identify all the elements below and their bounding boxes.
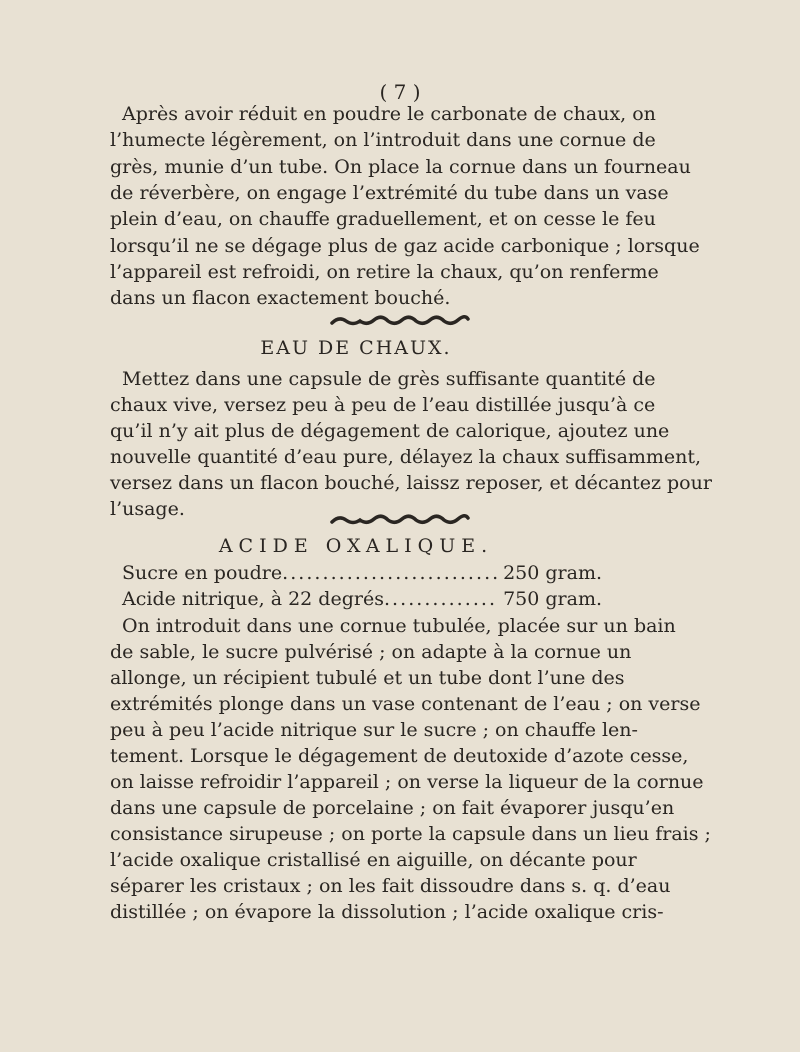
paragraph-line: extrémités plonge dans un vase contenant de l’eau ; on verse	[110, 693, 701, 715]
paragraph-line: tement. Lorsque le dégagement de deutoxide d’azote cesse,	[110, 745, 689, 767]
ornament-divider-icon	[0, 313, 800, 332]
ingredient-name: Acide nitrique, à 22 degrés	[122, 588, 384, 610]
paragraph-line: nouvelle quantité d’eau pure, délayez la chaux suffisamment,	[110, 446, 702, 468]
paragraph-line: grès, munie d’un tube. On place la cornue dans un fourneau	[110, 156, 691, 178]
section-heading-eau-de-chaux: EAU DE CHAUX.	[260, 337, 452, 359]
paragraph-line: dans une capsule de porcelaine ; on fait évaporer jusqu’en	[110, 797, 675, 819]
paragraph-line: dans un flacon exactement bouché.	[110, 287, 451, 309]
paragraph-line: lorsqu’il ne se dégage plus de gaz acide carbonique ; lorsque	[110, 235, 700, 257]
paragraph-line: peu à peu l’acide nitrique sur le sucre ; on chauffe len-	[110, 719, 638, 741]
paragraph-line: de réverbère, on engage l’extrémité du tube dans un vase	[110, 182, 669, 204]
paragraph-line: l’appareil est refroidi, on retire la chaux, qu’on renferme	[110, 261, 659, 283]
section-heading-acide-oxalique: ACIDE OXALIQUE.	[218, 535, 494, 557]
paragraph-line: qu’il n’y ait plus de dégagement de calorique, ajoutez une	[110, 420, 670, 442]
paragraph-line: versez dans un flacon bouché, laissz reposer, et décantez pour	[110, 472, 712, 494]
paragraph-line: de sable, le sucre pulvérisé ; on adapte à la cornue un	[110, 641, 632, 663]
paragraph-line: l’usage.	[110, 498, 185, 520]
recipe-line	[122, 560, 602, 586]
recipe-line	[122, 586, 602, 612]
leader-dots	[384, 586, 497, 612]
page-number: ( 7 )	[379, 80, 421, 104]
ingredient-name: Sucre en poudre	[122, 562, 283, 584]
paragraph-line: distillée ; on évapore la dissolution ; l’acide oxalique cris-	[110, 901, 664, 923]
paragraph-line: Après avoir réduit en poudre le carbonate de chaux, on	[122, 103, 656, 125]
paragraph-line: allonge, un récipient tubulé et un tube dont l’une des	[110, 667, 625, 689]
ornament-divider-icon	[0, 512, 800, 531]
paragraph-line: séparer les cristaux ; on les fait dissoudre dans s. q. d’eau	[110, 875, 671, 897]
paragraph-line: plein d’eau, on chauffe graduellement, et on cesse le feu	[110, 208, 656, 230]
paragraph-line: on laisse refroidir l’appareil ; on verse la liqueur de la cornue	[110, 771, 704, 793]
paragraph-line: l’acide oxalique cristallisé en aiguille, on décante pour	[110, 849, 637, 871]
paragraph-line: consistance sirupeuse ; on porte la capsule dans un lieu frais ;	[110, 823, 711, 845]
paragraph-line: On introduit dans une cornue tubulée, placée sur un bain	[122, 615, 676, 637]
paragraph-line: Mettez dans une capsule de grès suffisante quantité de	[122, 368, 656, 390]
paragraph-line: l’humecte légèrement, on l’introduit dans une cornue de	[110, 129, 656, 151]
ingredient-quantity: 250 gram.	[503, 562, 602, 584]
ingredient-quantity: 750 gram.	[503, 588, 602, 610]
leader-dots	[282, 560, 497, 586]
paragraph-line: chaux vive, versez peu à peu de l’eau distillée jusqu’à ce	[110, 394, 656, 416]
